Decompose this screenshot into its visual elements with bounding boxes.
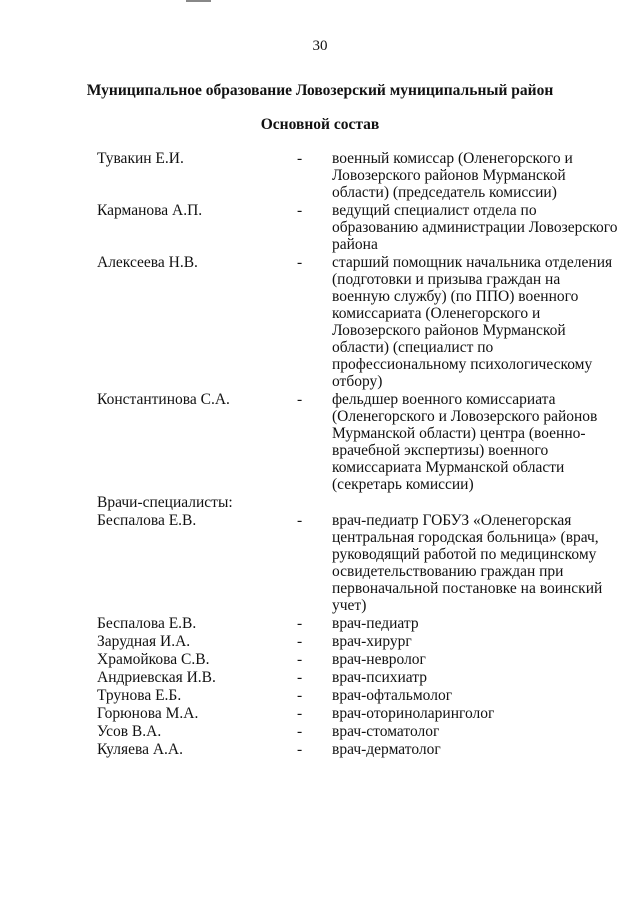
specialist-row xyxy=(97,615,627,632)
specialist-role: врач-педиатр xyxy=(332,615,419,632)
specialist-row xyxy=(97,705,627,722)
specialist-row xyxy=(97,633,627,650)
member-name: Константинова С.А. xyxy=(97,391,230,408)
member-role: военный комиссар (Оленегорского и Ловозерского районов Мурманской области) (председатель комиссии) xyxy=(332,150,573,201)
separator-dash: - xyxy=(297,741,303,758)
separator-dash: - xyxy=(297,391,303,408)
page-number: 30 xyxy=(312,38,328,54)
members-list xyxy=(97,150,627,759)
specialist-role: врач-оториноларинголог xyxy=(332,705,495,722)
section-subtitle: Основной состав xyxy=(260,116,380,133)
specialist-role: врач-хирург xyxy=(332,633,412,650)
separator-dash: - xyxy=(297,150,303,167)
document-title: Муниципальное образование Ловозерский муниципальный район xyxy=(86,82,554,99)
separator-dash: - xyxy=(297,669,303,686)
member-role: старший помощник начальника отделения (подготовки и призыва граждан на военную службу) (по ППО) военного комиссариата (Оленегорского и Ловозерского районов Мурманской области) (специалист по профессиональному психологическому отбору) xyxy=(332,254,613,390)
member-row xyxy=(97,150,627,201)
specialist-name: Горюнова М.А. xyxy=(97,705,199,722)
member-row xyxy=(97,391,627,493)
specialist-name: Куляева А.А. xyxy=(97,741,183,758)
specialist-role: врач-стоматолог xyxy=(332,723,440,740)
separator-dash: - xyxy=(297,723,303,740)
separator-dash: - xyxy=(297,705,303,722)
specialist-row xyxy=(97,669,627,686)
separator-dash: - xyxy=(297,615,303,632)
specialist-role: врач-психиатр xyxy=(332,669,427,686)
specialist-name: Усов В.А. xyxy=(97,723,162,740)
specialist-name: Трунова Е.Б. xyxy=(97,687,182,704)
specialists-label: Врачи-специалисты: xyxy=(97,494,233,511)
member-name: Алексеева Н.В. xyxy=(97,254,198,271)
separator-dash: - xyxy=(297,687,303,704)
specialist-row xyxy=(97,741,627,758)
member-row xyxy=(97,202,627,253)
member-name: Карманова А.П. xyxy=(97,202,203,219)
separator-dash: - xyxy=(297,202,303,219)
specialist-name: Беспалова Е.В. xyxy=(97,512,197,529)
member-role: ведущий специалист отдела по образованию администрации Ловозерского района xyxy=(332,202,618,253)
member-role: фельдшер военного комиссариата (Оленегорского и Ловозерского районов Мурманской области) центра (военно-врачебной экспертизы) военного комиссариата Мурманской области (секретарь комиссии) xyxy=(332,391,598,493)
top-edge-mark xyxy=(186,0,211,2)
separator-dash: - xyxy=(297,651,303,668)
specialist-role: врач-невролог xyxy=(332,651,426,668)
separator-dash: - xyxy=(297,512,303,529)
specialist-role: врач-офтальмолог xyxy=(332,687,453,704)
specialist-name: Беспалова Е.В. xyxy=(97,615,197,632)
specialist-row xyxy=(97,651,627,668)
specialist-name: Андриевская И.В. xyxy=(97,669,216,686)
separator-dash: - xyxy=(297,633,303,650)
specialist-name: Зарудная И.А. xyxy=(97,633,191,650)
specialist-row xyxy=(97,512,627,614)
specialist-role: врач-дерматолог xyxy=(332,741,441,758)
specialist-row xyxy=(97,723,627,740)
specialist-row xyxy=(97,687,627,704)
member-name: Тувакин Е.И. xyxy=(97,150,184,167)
specialist-name: Храмойкова С.В. xyxy=(97,651,210,668)
separator-dash: - xyxy=(297,254,303,271)
specialist-role: врач-педиатр ГОБУЗ «Оленегорская центральная городская больница» (врач, руководящий работой по медицинскому освидетельствованию граждан при первоначальной постановке на воинский учет) xyxy=(332,512,603,614)
member-row xyxy=(97,254,627,390)
